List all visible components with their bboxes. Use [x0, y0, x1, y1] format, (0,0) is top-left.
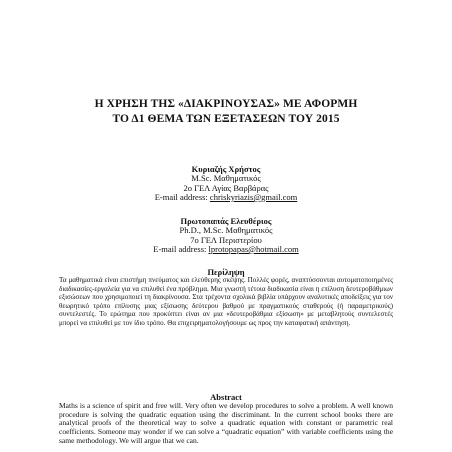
author-degree: M.Sc. Μαθηματικός [191, 173, 261, 184]
author-degree: Ph.D., M.Sc. Μαθηματικός [179, 225, 273, 236]
author-email-link[interactable]: chriskyriazis@gmail.com [209, 191, 298, 202]
greek-abstract-text: Τα μαθηματικά είναι επιστήμη πνεύματος και ελεύθερης σκέψης. Πολλές φορές, αναπτύσσονται αυτοματοποιημένες διαδικασίες-εργαλεία για να επιλυθεί ένα πρόβλημα. Μια γνωστή τέτοια διαδικασία είναι η επίλυση δευτεροβάθμιων εξισώσεων που χρησιμοποιεί τη διακρίνουσα. Στα τρέχοντα σχολικά βιβλία υπάρχουν αναλυτικές αποδείξεις για τον θεωρητικό τρόπο επίλυσης μιας εξίσωσης δεύτερου βαθμού με πραγματικούς σταθερούς (ή παραμετρικούς) συντελεστές. Το ερώτημα που προκύπτει είναι αν μια «δευτεροβάθμια εξίσωση» με μεταβλητούς συντελεστές μπορεί να επιλυθεί με τον ίδιο τρόπο. Θα επιχειρηματολογήσουμε ως προς την καταφατική απάντηση. [59, 276, 393, 327]
email-label: E-mail address: [154, 191, 210, 202]
title-line-1: Η ΧΡΗΣΗ ΤΗΣ «ΔΙΑΚΡΙΝΟΥΣΑΣ» ΜΕ ΑΦΟΡΜΗ [94, 98, 358, 110]
paper-title [40, 97, 412, 127]
author-name: Πρωτοπαπάς Ελευθέριος [180, 216, 272, 226]
author-email-link[interactable]: lprotopapas@hotmail.com [208, 243, 299, 254]
author-email-line [80, 193, 372, 202]
greek-abstract-heading: Περίληψη [207, 267, 245, 277]
author-affiliation: 2ο ΓΕΛ Αγίας Βαρβάρας [183, 182, 269, 193]
english-abstract-text: Maths is a science of spirit and free will. Very often we develop procedures to solve a problem. A well known procedure is solving the quadratic equation using the discriminant. In the current school books there are analytical proofs of the theoretical way to solve a quadratic equation with constant or parametric real coefficients. Someone may wonder if we can solve a “quadratic equation” with variable coefficients using the same methodology. We will argue that we can. [59, 401, 393, 445]
author-affiliation: 7ο ΓΕΛ Περιστερίου [190, 234, 262, 245]
author-block-1 [80, 165, 372, 202]
english-abstract-heading: Abstract [210, 392, 242, 402]
author-name: Κυριαζής Χρήστος [191, 164, 261, 174]
author-email-line [80, 245, 372, 254]
title-line-2: ΤΟ Δ1 ΘΕΜΑ ΤΩΝ ΕΞΕΤΑΣΕΩΝ ΤΟΥ 2015 [112, 113, 340, 125]
email-label: E-mail address: [153, 243, 209, 254]
author-block-2 [80, 217, 372, 254]
